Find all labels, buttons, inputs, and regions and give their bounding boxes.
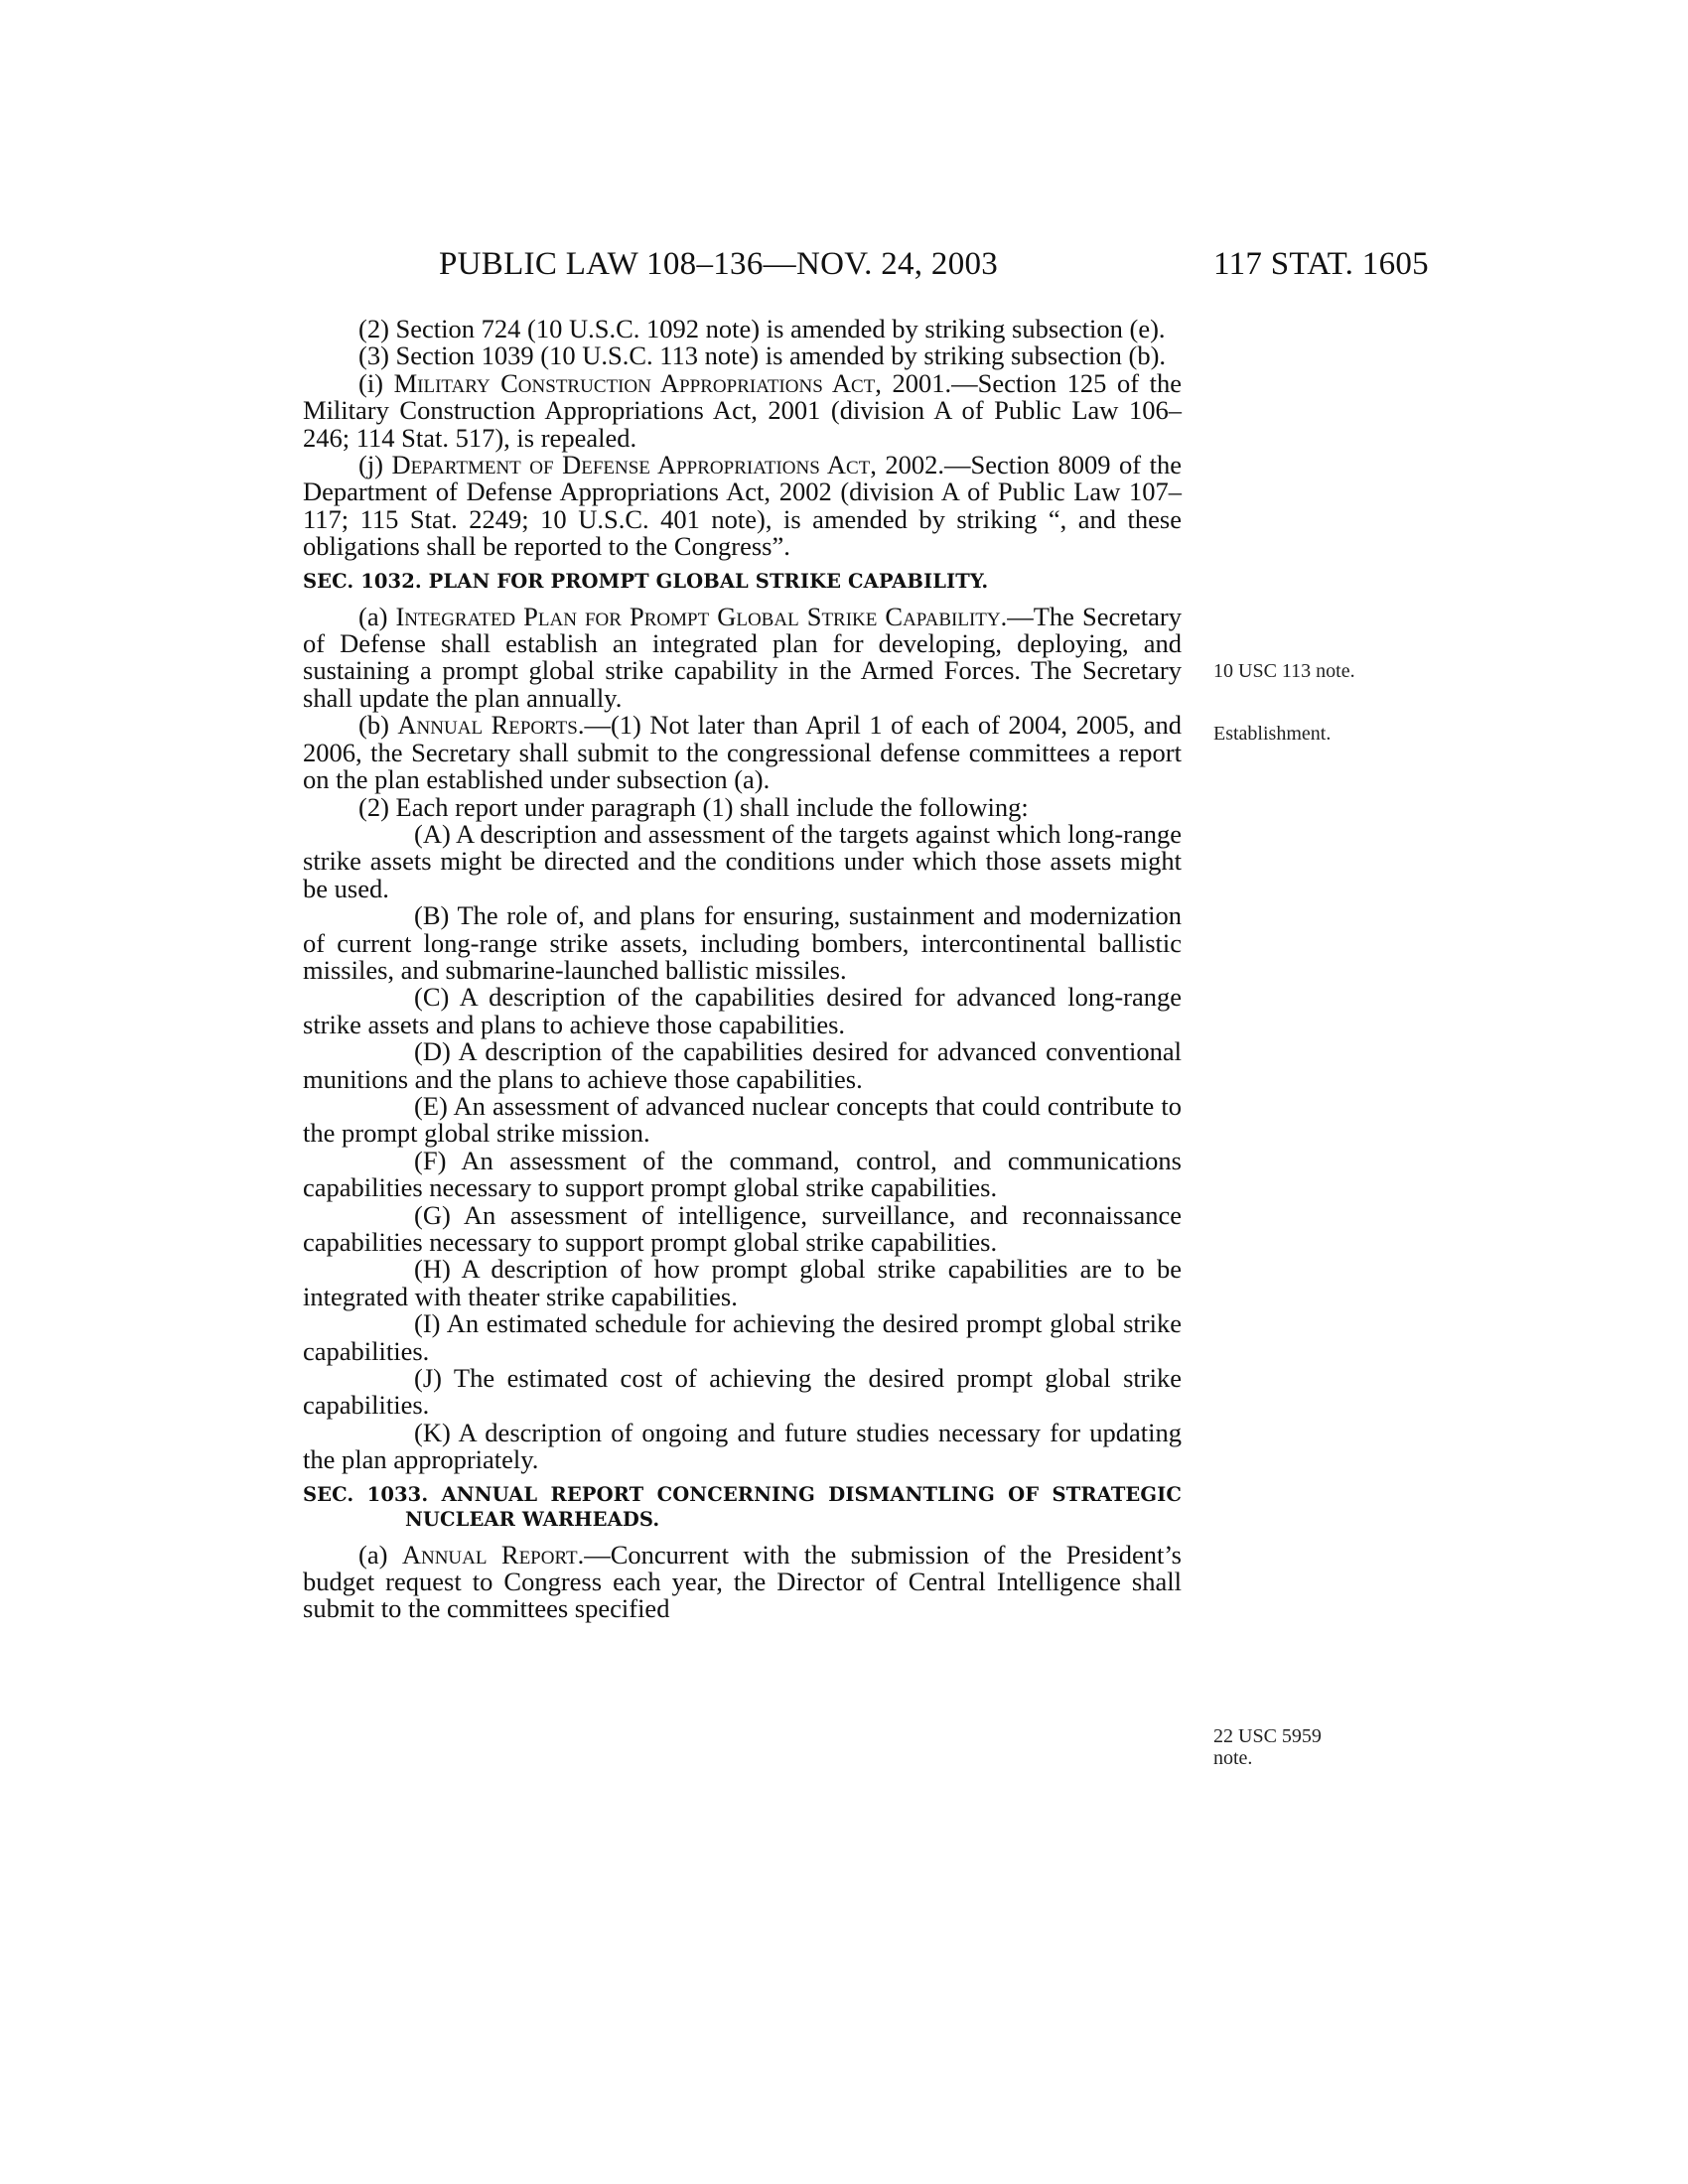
subsection-1032-a: (a) Integrated Plan for Prompt Global Strike Capability.—The Secretary of Defense shall establish an integrated plan for developing, deploying, and sustaining a prompt global strike capability in the Armed Forces. The Secretary shall update the plan annually. (303, 601, 1183, 713)
subsection-1033-a-heading: Annual Report (401, 1539, 578, 1570)
margin-note-22-usc-5959: 22 USC 5959 note. (1213, 1725, 1322, 1769)
item-A: (A) A description and assessment of the targets against which long-range strike assets might be directed and the conditions under which those assets might be used. (303, 818, 1182, 903)
item-K: (K) A description of ongoing and future studies necessary for updating the plan appropriately. (303, 1417, 1182, 1475)
item-C: (C) A description of the capabilities desired for advanced long-range strike assets and plans to achieve those capabilities. (303, 982, 1182, 1039)
subsection-i: (i) Military Construction Appropriations Act, 2001.—Section 125 of the Military Construction Appropriations Act, 2001 (division A of Public Law 106–246; 114 Stat. 517), is repealed. (303, 367, 1183, 453)
item-J: (J) The estimated cost of achieving the desired prompt global strike capabilities. (303, 1363, 1182, 1421)
subsection-j-heading: Department of Defense Appropriations Act (391, 450, 871, 480)
item-H: (H) A description of how prompt global strike capabilities are to be integrated with theater strike capabilities. (303, 1254, 1182, 1311)
subsection-1033-a: (a) Annual Report.—Concurrent with the submission of the President’s budget request to Congress each year, the Director of Central Intelligence shall submit to the committees specified (303, 1539, 1182, 1624)
paragraph-2: (2) Section 724 (10 U.S.C. 1092 note) is amended by striking subsection (e). (358, 314, 1166, 343)
running-header (0, 246, 1688, 286)
section-1033-heading: SEC. 1033. ANNUAL REPORT CONCERNING DISMANTLING OF STRATEGIC NUCLEAR WARHEADS. (303, 1482, 1182, 1531)
statute-body (303, 316, 1182, 1623)
subsection-1032-b: (b) Annual Reports.—(1) Not later than April 1 of each of 2004, 2005, and 2006, the Secretary shall submit to the congressional defense committees a report on the plan established under subsection (a). (303, 710, 1182, 795)
item-B: (B) The role of, and plans for ensuring, sustainment and modernization of current long-range strike assets, including bombers, intercontinental ballistic missiles, and submarine-launched ballistic missiles. (303, 900, 1182, 985)
header-page-number: 117 STAT. 1605 (1213, 246, 1429, 282)
subsection-i-heading: Military Construction Appropriations Act (393, 367, 876, 398)
item-E: (E) An assessment of advanced nuclear concepts that could contribute to the prompt global strike mission. (303, 1090, 1182, 1149)
subsection-j: (j) Department of Defense Appropriations Act, 2002.—Section 8009 of the Department of Defense Appropriations Act, 2002 (division A of Public Law 107–117; 115 Stat. 2249; 10 U.S.C. 401 note), is amended by striking “, and these obligations shall be reported to the Congress”. (303, 450, 1182, 562)
item-I: (I) An estimated schedule for achieving the desired prompt global strike capabilities. (303, 1308, 1182, 1366)
subsection-1032-b-heading: Annual Reports (397, 710, 578, 741)
paragraph-1032-b-2: (2) Each report under paragraph (1) shall include the following: (358, 791, 1029, 822)
item-F: (F) An assessment of the command, control, and communications capabilities necessary to support prompt global strike capabilities. (303, 1145, 1182, 1203)
subsection-1032-a-heading: Integrated Plan for Prompt Global Strike Capability (395, 601, 1001, 631)
margin-note-10-usc-113: 10 USC 113 note. (1213, 660, 1355, 682)
margin-note-establishment: Establishment. (1213, 723, 1332, 745)
item-G: (G) An assessment of intelligence, surveillance, and reconnaissance capabilities necessary to support prompt global strike capabilities. (303, 1199, 1182, 1257)
header-title: PUBLIC LAW 108–136—NOV. 24, 2003 (439, 246, 999, 282)
section-1032-heading: SEC. 1032. PLAN FOR PROMPT GLOBAL STRIKE CAPABILITY. (303, 569, 989, 593)
item-D: (D) A description of the capabilities desired for advanced conventional munitions and the plans to achieve those capabilities. (303, 1036, 1182, 1094)
paragraph-3: (3) Section 1039 (10 U.S.C. 113 note) is amended by striking subsection (b). (358, 341, 1167, 371)
